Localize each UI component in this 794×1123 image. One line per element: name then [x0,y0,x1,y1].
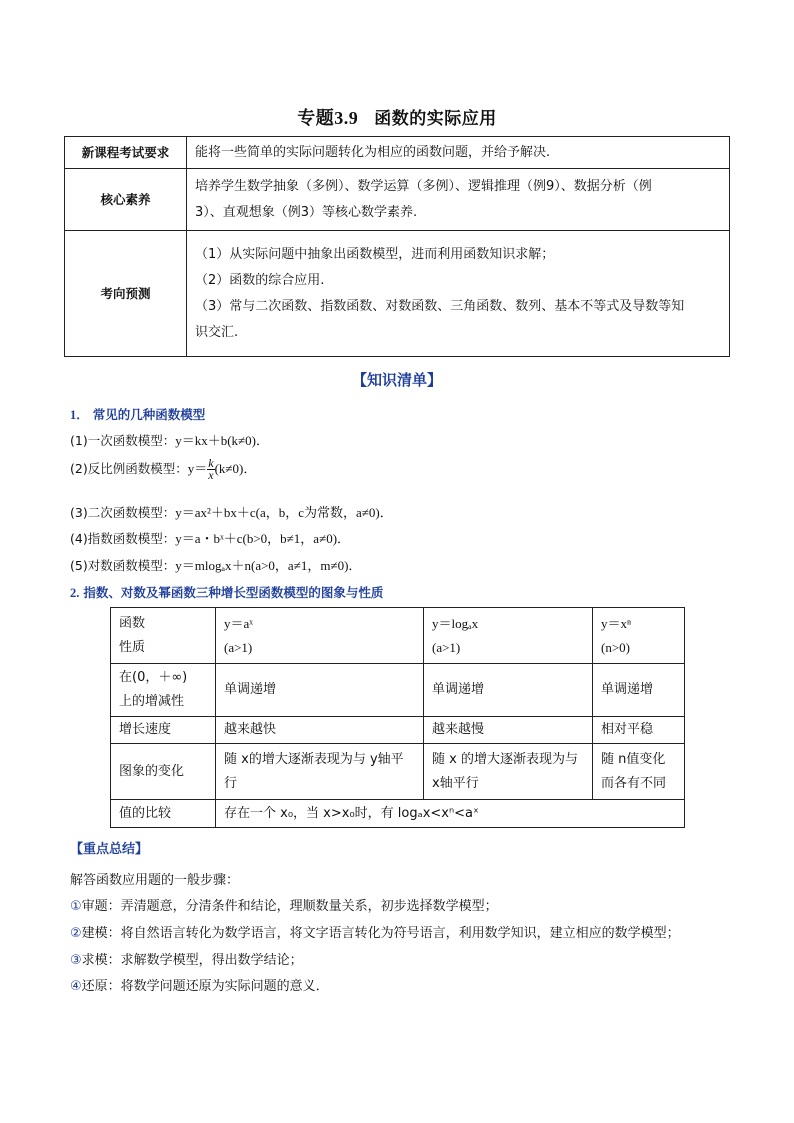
table-cell [216,800,685,828]
step-item [70,922,680,941]
cell-line: y＝xⁿ [601,615,632,631]
row-line: （3）常与二次函数、指数函数、对数函数、三角函数、数列、基本不等式及导数等知 [195,298,685,314]
cell-line: 上的增减性 [119,694,185,709]
table-cell [216,744,424,800]
row-line: 3）、直观想象（例3）等核心数学素养. [195,204,418,220]
step-text: 审题：弄清题意，分清条件和结论，理顺数量关系，初步选择数学模型； [81,899,498,914]
model-label: (4)指数函数模型： [70,531,176,546]
fraction-numerator: k [208,456,214,470]
table-cell [111,664,216,717]
model-formula: y＝a・bˣ＋c(b>0，b≠1，a≠0)． [175,531,351,546]
cell-line: y＝logₐx [432,615,479,631]
model-quadratic [70,502,393,521]
row-line: 能将一些简单的实际问题转化为相应的函数问题，并给予解决. [195,145,551,160]
table-cell [111,800,216,828]
cell-line: 在(0，＋∞) [119,670,188,685]
cell-text: 单调递增 [601,682,654,697]
row-label: 考向预测 [65,231,187,357]
compare-heading [70,583,383,601]
table-cell [593,717,685,744]
cell-line: 行 [224,775,238,791]
model-inverse [70,458,256,481]
page-title [0,104,794,130]
table-cell [424,717,593,744]
cell-text: 单调递增 [224,682,277,697]
table-cell [216,717,424,744]
table-cell [424,608,593,664]
step-mark: ② [70,926,82,941]
row-value [187,169,730,231]
fraction [207,458,214,481]
row-label: 核心素养 [65,169,187,231]
model-formula: y＝ax²＋bx＋c(a，b，c为常数，a≠0)． [175,505,393,520]
cell-text: 存在一个 x₀，当 x>x₀时，有 logₐx<xⁿ<aˣ [224,805,479,821]
step-text: 求模：求解数学模型，得出数学结论； [81,953,303,968]
cell-text: 越来越慢 [432,722,485,737]
step-mark: ③ [70,953,82,968]
table-row [65,137,730,169]
table-row [111,717,685,744]
row-line: （1）从实际问题中抽象出函数模型，进而利用函数知识求解； [195,246,555,262]
table-cell [593,608,685,664]
cell-line: 函数 [119,615,146,631]
cell-line: (a>1) [224,639,253,655]
model-label: (5)对数函数模型： [70,558,176,573]
table-cell [424,744,593,800]
step-mark: ① [70,899,82,914]
table-cell [593,744,685,800]
table-row [65,231,730,357]
row-line: 识交汇. [195,324,239,340]
section-title: 【知识清单】 [351,371,442,389]
step-item [70,949,303,968]
cell-line: 随 x 的增大逐渐表现为与 [432,751,578,767]
cell-line: 而各有不同 [601,775,667,791]
model-label: (2)反比例函数模型： [70,461,188,476]
fraction-denominator: x [208,468,214,482]
row-line: 培养学生数学抽象（多例）、数学运算（多例）、逻辑推理（例9）、数据分析（例 [195,178,652,194]
model-formula: (k≠0)． [214,461,257,476]
model-label: (1)一次函数模型： [70,433,176,448]
table-cell [424,664,593,717]
table-cell [111,608,216,664]
cell-line: 随 n值变化 [601,751,666,767]
table-row [111,608,685,664]
model-formula: y＝mlogₐx＋n(a>0，a≠1，m≠0)． [175,558,362,573]
key-summary-title: 【重点总结】 [70,842,149,857]
models-heading [70,405,205,423]
cell-line: (a>1) [432,639,461,655]
table-cell [216,608,424,664]
row-label: 新课程考试要求 [65,137,187,169]
step-item [70,975,329,994]
cell-line: x轴平行 [432,775,479,791]
cell-text: 单调递增 [432,682,485,697]
table-cell [593,664,685,717]
topic-title: 函数的实际应用 [374,109,497,129]
model-formula: y＝kx＋b(k≠0)． [175,433,270,448]
row-value [187,231,730,357]
step-item [70,895,498,914]
heading-text: 指数、对数及幂函数三种增长型函数模型的图象与性质 [83,585,384,600]
row-value [187,137,730,169]
topic-number: 专题3.9 [297,108,359,128]
cell-text: 增长速度 [119,722,172,737]
cell-line: (n>0) [601,639,630,655]
cell-line: y＝aˣ [224,615,254,631]
model-formula: y＝ [187,461,208,476]
cell-text: 越来越快 [224,722,277,737]
cell-line: 性质 [119,639,146,655]
table-cell [111,744,216,800]
step-text: 还原：将数学问题还原为实际问题的意义． [81,979,329,994]
heading-number: 2. [70,586,80,600]
step-mark: ④ [70,979,82,994]
table-row [111,800,685,828]
heading-text: 常见的几种函数模型 [92,407,206,422]
model-linear [70,430,269,449]
comparison-table [110,607,685,828]
step-text: 建模：将自然语言转化为数学语言，将文字语言转化为符号语言，利用数学知识，建立相应的数学模型； [81,926,680,941]
table-cell [216,664,424,717]
row-line: （2）函数的综合应用. [195,272,325,288]
table-cell [111,717,216,744]
table-row [111,744,685,800]
table-row [111,664,685,717]
model-logarithmic [70,555,361,574]
model-label: (3)二次函数模型： [70,505,176,520]
cell-text: 相对平稳 [601,722,654,737]
cell-text: 值的比较 [119,805,172,821]
requirements-table [64,136,730,357]
heading-number: 1． [70,408,89,422]
key-summary-intro: 解答函数应用题的一般步骤： [70,873,240,888]
cell-line: 随 x的增大逐渐表现为与 y轴平 [224,751,404,767]
model-exponential [70,528,350,547]
table-row [65,169,730,231]
cell-text: 图象的变化 [119,763,185,779]
